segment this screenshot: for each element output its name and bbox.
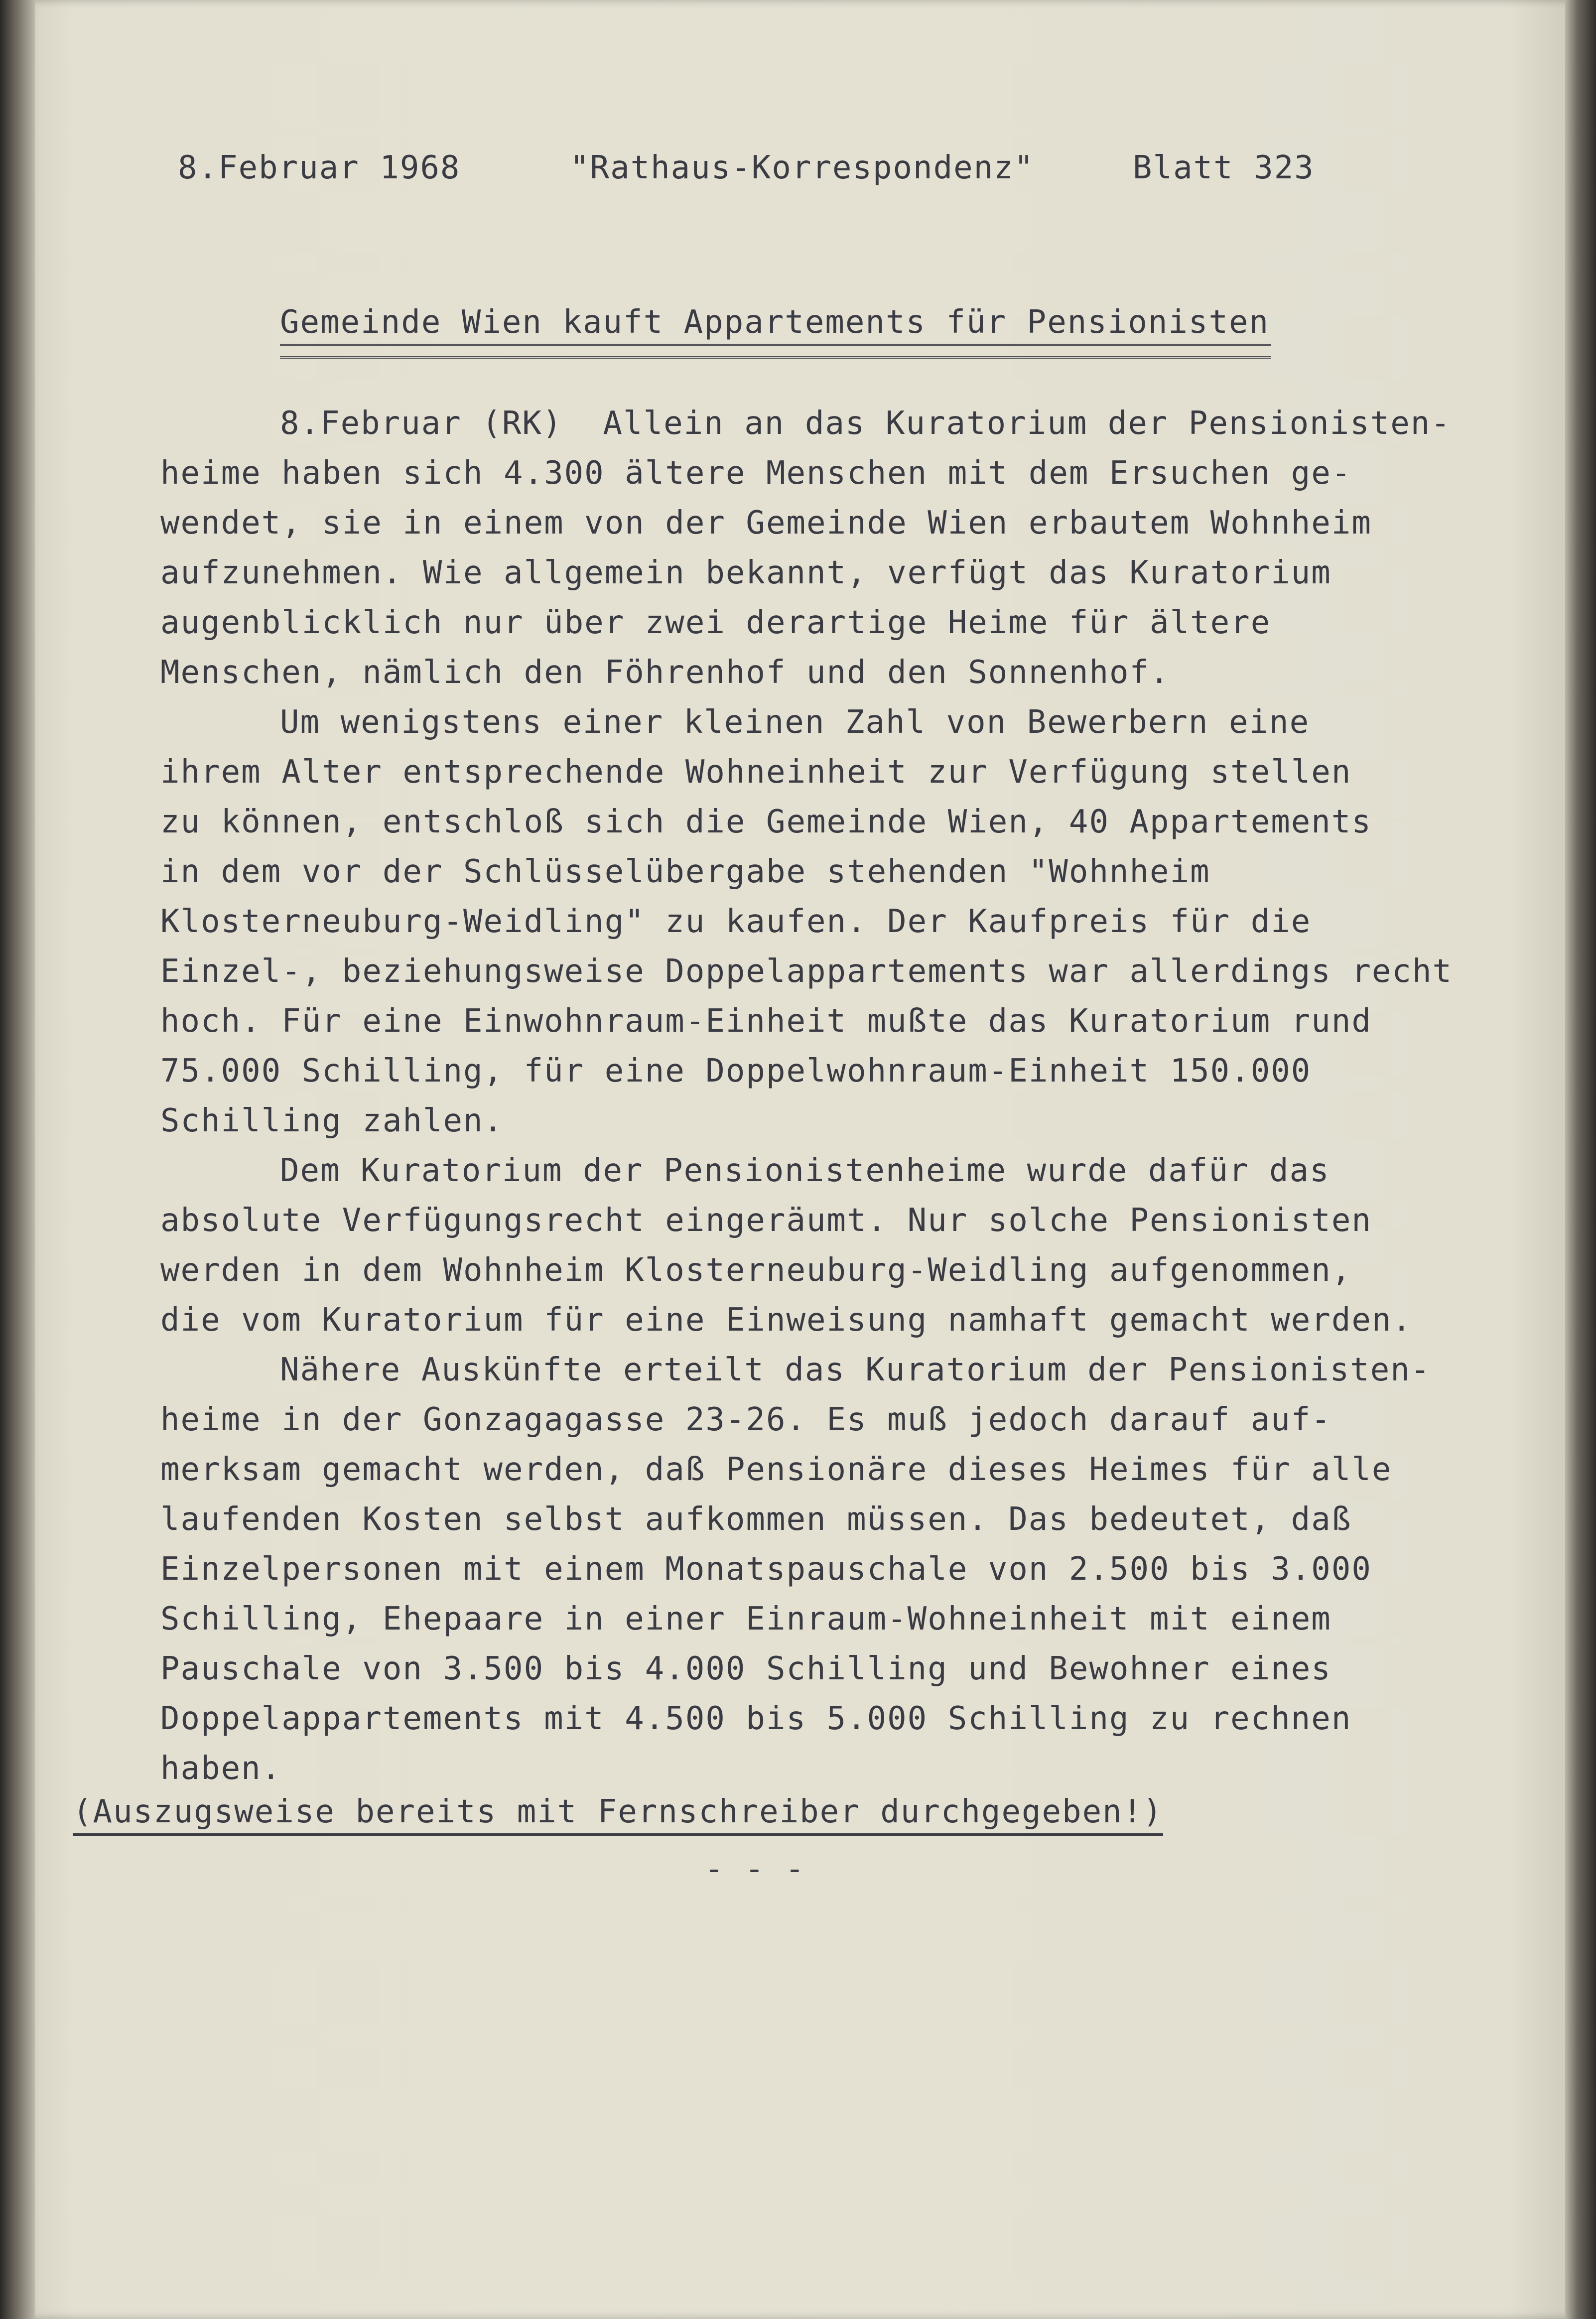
body-line: wendet, sie in einem von der Gemeinde Wien erbautem Wohnheim [160, 505, 1372, 542]
title-double-underline [280, 344, 1271, 359]
body-line: die vom Kuratorium für eine Einweisung namhaft gemacht werden. [160, 1302, 1412, 1339]
body-line: ihrem Alter entsprechende Wohneinheit zur Verfügung stellen [160, 754, 1352, 791]
body-line: Pauschale von 3.500 bis 4.000 Schilling und Bewohner eines [160, 1650, 1331, 1687]
body-line: Um wenigstens einer kleinen Zahl von Bewerbern eine [280, 704, 1310, 741]
body-line: Schilling zahlen. [160, 1102, 504, 1139]
body-line: werden in dem Wohnheim Klosterneuburg-Weidling aufgenommen, [160, 1252, 1352, 1289]
article-title: Gemeinde Wien kauft Appartements für Pensionisten [280, 304, 1270, 341]
book-spine-edge [0, 0, 35, 2319]
body-line: hoch. Für eine Einwohnraum-Einheit mußte das Kuratorium rund [160, 1003, 1372, 1040]
document-page [27, 0, 1570, 2319]
body-line: Klosterneuburg-Weidling" zu kaufen. Der Kaufpreis für die [160, 903, 1312, 940]
page-right-edge [1565, 0, 1596, 2319]
body-line: zu können, entschloß sich die Gemeinde Wien, 40 Appartements [160, 804, 1372, 840]
body-line: merksam gemacht werden, daß Pensionäre dieses Heimes für alle [160, 1451, 1392, 1488]
footer-note: (Auszugsweise bereits mit Fernschreiber durchgegeben!) [73, 1793, 1163, 1836]
body-line: heime in der Gonzagagasse 23-26. Es muß jedoch darauf auf- [160, 1401, 1331, 1438]
body-line: 8.Februar (RK) Allein an das Kuratorium der Pensionisten- [280, 405, 1451, 442]
body-line: augenblicklich nur über zwei derartige Heime für ältere [160, 604, 1271, 641]
body-line: heime haben sich 4.300 ältere Menschen mit dem Ersuchen ge- [160, 455, 1352, 492]
body-line: laufenden Kosten selbst aufkommen müssen. Das bedeutet, daß [160, 1501, 1352, 1538]
body-line: Doppelappartements mit 4.500 bis 5.000 Schilling zu rechnen [160, 1700, 1352, 1737]
body-line: Schilling, Ehepaare in einer Einraum-Wohneinheit mit einem [160, 1601, 1331, 1637]
article-body [160, 399, 1505, 1793]
body-line: 75.000 Schilling, für eine Doppelwohnraum-Einheit 150.000 [160, 1053, 1312, 1090]
body-line: Einzelpersonen mit einem Monatspauschale von 2.500 bis 3.000 [160, 1551, 1372, 1588]
body-line: absolute Verfügungsrecht eingeräumt. Nur solche Pensionisten [160, 1202, 1372, 1239]
body-line: Menschen, nämlich den Föhrenhof und den Sonnenhof. [160, 654, 1170, 691]
body-line: in dem vor der Schlüsselübergabe stehenden "Wohnheim [160, 853, 1210, 890]
body-line: aufzunehmen. Wie allgemein bekannt, verfügt das Kuratorium [160, 554, 1331, 591]
header-publication: "Rathaus-Korrespondenz" [570, 149, 1035, 186]
body-line: Dem Kuratorium der Pensionistenheime wurde dafür das [280, 1152, 1330, 1189]
header-date: 8.Februar 1968 [178, 149, 461, 186]
body-line: haben. [160, 1750, 282, 1787]
body-line: Einzel-, beziehungsweise Doppelappartements war allerdings recht [160, 953, 1453, 990]
end-mark: - - - [704, 1851, 805, 1888]
header-sheet-number: Blatt 323 [1133, 149, 1315, 186]
body-line: Nähere Auskünfte erteilt das Kuratorium der Pensionisten- [280, 1352, 1431, 1388]
